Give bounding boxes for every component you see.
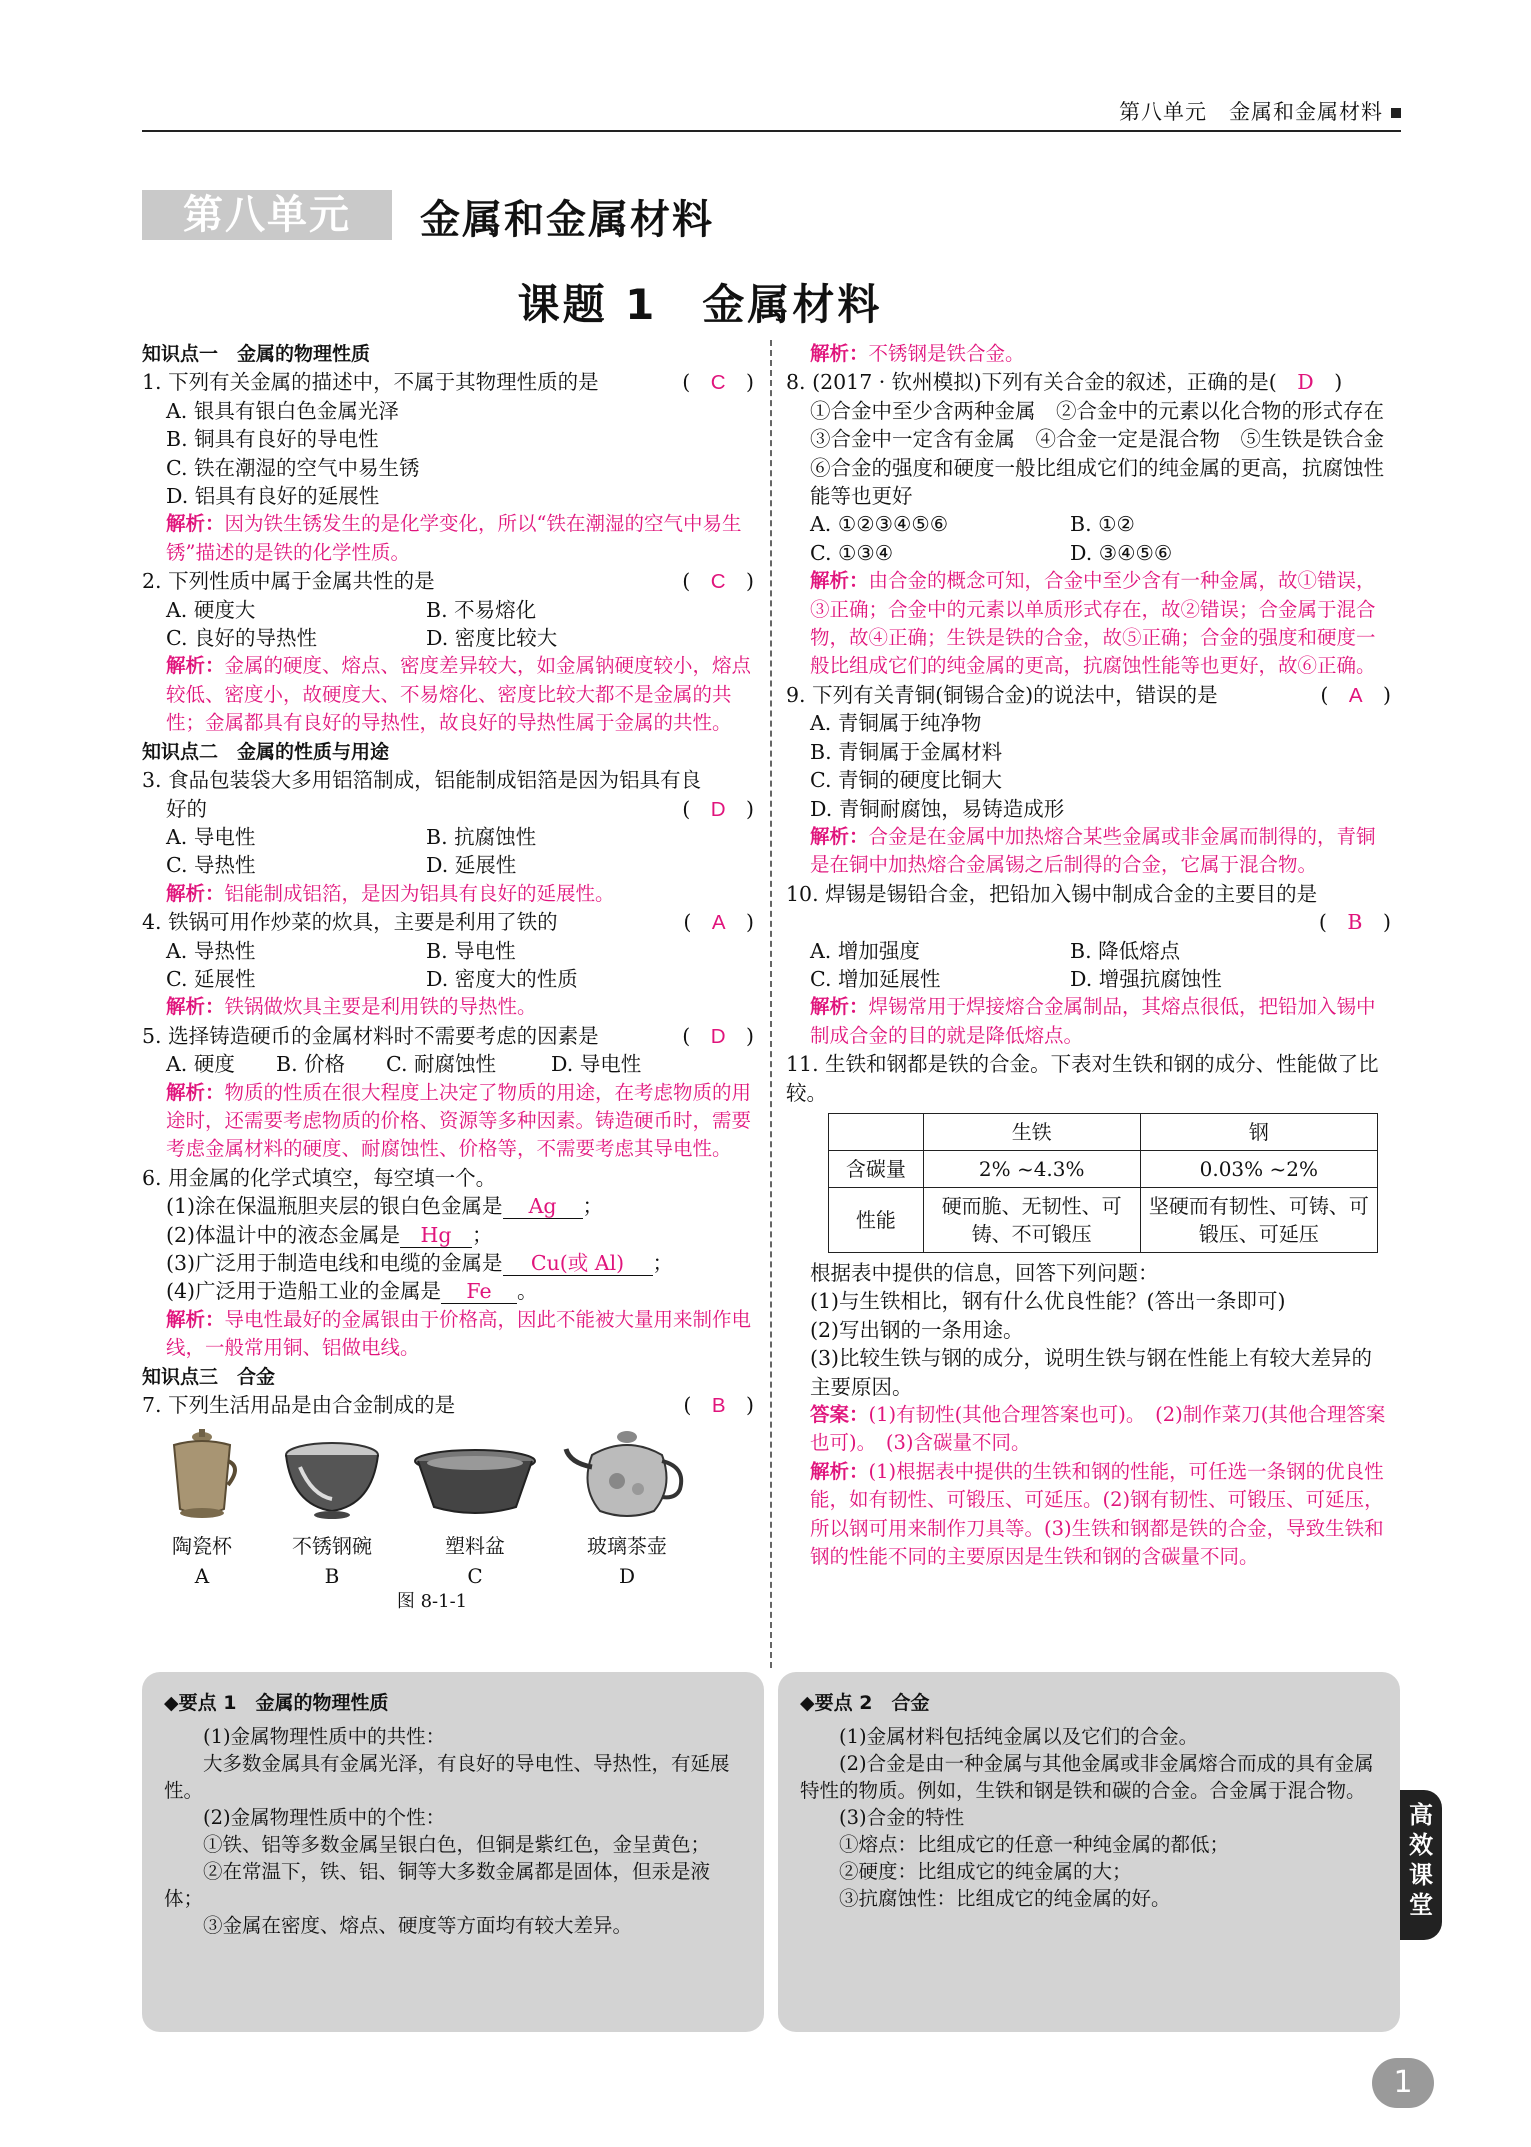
- question-stem: 1. 下列有关金属的描述中，不属于其物理性质的是: [142, 370, 599, 395]
- side-tab-text: 高 效 课 堂: [1409, 1801, 1433, 1919]
- options-row: C. 导热性 D. 延展性: [166, 853, 517, 878]
- sub-question: (1)与生铁相比，钢有什么优良性能？(答出一条即可): [810, 1289, 1286, 1314]
- options-row: C. 良好的导热性 D. 密度比较大: [166, 626, 558, 651]
- figure-item: 不锈钢碗 B: [282, 1439, 382, 1591]
- options-row: A. 导热性 B. 导电性: [166, 938, 516, 963]
- ceramic-cup-icon: [162, 1427, 242, 1523]
- unit-title: 金属和金属材料: [420, 197, 714, 243]
- question-2: [142, 567, 754, 595]
- option: A. 青铜属于纯净物: [810, 711, 982, 736]
- question-stem: 9. 下列有关青铜(铜锡合金)的说法中，错误的是: [786, 682, 1218, 707]
- answer-slot: ( D ): [682, 796, 754, 821]
- answer-slot: ( A ): [1320, 682, 1391, 707]
- plastic-basin-icon: [410, 1447, 540, 1523]
- fill-line: (2)体温计中的液态金属是 Hg ；: [166, 1222, 493, 1247]
- question-body: ①合金中至少含两种金属 ②合金中的元素以化合物的形式存在 ③合金中一定含有金属 ④合金一定是混合物 ⑤生铁是铁合金 ⑥合金的强度和硬度一般比组成它们的纯金属的更高，抗腐蚀性能等也更好: [810, 398, 1405, 509]
- answer-slot: ( D ): [682, 1023, 754, 1048]
- question-3: 3. 食品包装袋大多用铝箔制成，铝能制成铝箔是因为铝具有良 好的 ( D ): [142, 766, 754, 823]
- figure-caption: 图 8-1-1: [396, 1591, 468, 1613]
- question-stem: 10. 焊锡是锡铅合金，把铅加入锡中制成合金的主要目的是: [786, 881, 1318, 906]
- answer-value: D: [1297, 370, 1314, 395]
- answer-slot: ( C ): [682, 569, 754, 594]
- fill-line: (1)涂在保温瓶胆夹层的银白色金属是 Ag ；: [166, 1194, 604, 1219]
- explanation: 解析：(1)根据表中提供的生铁和钢的性能，可任选一条钢的优良性能，如有韧性、可锻压、可延压。(2)钢有韧性、可锻压、可延压，所以钢可用来制作刀具等。(3)生铁和钢都是铁的合金，导致生铁和钢的性能不同的主要原因是生铁和钢的含碳量不同。: [810, 1459, 1384, 1569]
- comparison-table: [828, 1113, 1378, 1253]
- sub-question: (2)写出钢的一条用途。: [810, 1317, 1024, 1342]
- explanation: 解析：因为铁生锈发生的是化学变化，所以“铁在潮湿的空气中易生锈”描述的是铁的化学性质。: [166, 512, 742, 564]
- fill-answer: Hg: [400, 1223, 472, 1248]
- glass-teapot-icon: [562, 1427, 692, 1523]
- answer-value: D: [710, 797, 726, 821]
- box-title: ◆要点 1 金属的物理性质: [164, 1692, 389, 1714]
- explanation: 解析：焊锡常用于焊接熔合金属制品，其熔点很低，把铅加入锡中制成合金的目的就是降低熔点。: [810, 995, 1376, 1047]
- option: A. 银具有银白色金属光泽: [166, 398, 399, 423]
- explanation: 解析：不锈钢是铁合金。: [810, 342, 1025, 365]
- fill-line: (3)广泛用于制造电线和电缆的金属是 Cu(或 Al) ；: [166, 1251, 674, 1275]
- question-7: [142, 1391, 754, 1419]
- header-square-icon: [1391, 108, 1401, 118]
- question-stem: 2. 下列性质中属于金属共性的是: [142, 569, 435, 594]
- right-column: [786, 340, 1405, 1571]
- options-row: C. 增加延展性 D. 增强抗腐蚀性: [810, 966, 1222, 991]
- key-point-box-1: ◆要点 1 金属的物理性质 (1)金属物理性质中的共性： 大多数金属具有金属光泽，有良好的导电性、导热性，有延展性。 (2)金属物理性质中的个性： ①铁、铝等多数金属呈银白色，但铜是紫红色，金呈黄色； ②在常温下，铁、铝、铜等大多数金属都是固体，但汞是液体； ③金属在密度、熔点、硬度等方面均有较大差异。: [142, 1672, 764, 2032]
- unit-label: 第八单元: [142, 190, 392, 240]
- figure-item: 玻璃茶壶 D: [562, 1427, 692, 1591]
- fill-answer: Fe: [441, 1279, 517, 1304]
- key-point-box-2: ◆要点 2 合金 (1)金属材料包括纯金属以及它们的合金。 (2)合金是由一种金属与其他金属或非金属熔合而成的具有金属特性的物质。例如，生铁和钢是铁和碳的合金。合金属于混合物。 (3)合金的特性 ①熔点：比组成它的任意一种纯金属的都低； ②硬度：比组成它的纯金属的大； ③抗腐蚀性：比组成它的纯金属的好。: [778, 1672, 1400, 2032]
- question-8: 8. (2017 · 钦州模拟)下列有关合金的叙述，正确的是( D ): [786, 370, 1343, 395]
- explanation: 解析：铁锅做炊具主要是利用铁的导热性。: [166, 995, 537, 1019]
- knowledge-point-3: 知识点三 合金: [142, 1365, 276, 1388]
- question-stem: 7. 下列生活用品是由合金制成的是: [142, 1393, 456, 1418]
- option: B. 青铜属于金属材料: [810, 739, 1003, 764]
- explanation: 解析：合金是在金属中加热熔合某些金属或非金属而制得的，青铜是在铜中加热熔合金属锡之后制得的合金，它属于混合物。: [810, 824, 1376, 877]
- option: D. 青铜耐腐蚀，易铸造成形: [810, 796, 1065, 821]
- figure-item: 塑料盆 C: [410, 1447, 540, 1591]
- options-row: A. 硬度 B. 价格 C. 耐腐蚀性 D. 导电性: [166, 1052, 642, 1077]
- options-row: C. 延展性 D. 密度大的性质: [166, 966, 578, 991]
- answer-slot: ( B ): [683, 1393, 754, 1418]
- options-row: C. ①③④ D. ③④⑤⑥: [810, 540, 1173, 565]
- side-tab: [1400, 1790, 1442, 1940]
- option: D. 铝具有良好的延展性: [166, 484, 380, 509]
- question-stem: 5. 选择铸造硬币的金属材料时不需要考虑的因素是: [142, 1023, 599, 1048]
- column-divider: [770, 340, 772, 1668]
- running-title: 第八单元 金属和金属材料: [1119, 100, 1383, 124]
- answer-value: D: [710, 1024, 726, 1048]
- question-5: [142, 1022, 754, 1050]
- question-10: [786, 880, 1391, 937]
- explanation: 解析：由合金的概念可知，合金中至少含有一种金属，故①错误，③正确；合金中的元素以单质形式存在，故②错误；合金属于混合物，故④正确；生铁是铁的合金，故⑤正确；合金的强度和硬度一般比组成它们的纯金属的更高，抗腐蚀性能等也更好，故⑥正确。: [810, 569, 1376, 678]
- steel-bowl-icon: [282, 1439, 382, 1523]
- answer-value: C: [710, 570, 726, 594]
- question-11-stem: 11. 生铁和钢都是铁的合金。下表对生铁和钢的成分、性能做了比较。: [786, 1052, 1379, 1105]
- answer-value: C: [710, 371, 726, 395]
- explanation: 解析：金属的硬度、熔点、密度差异较大，如金属钠硬度较小，熔点较低、密度小，故硬度大、不易熔化、密度比较大都不是金属的共性；金属都具有良好的导热性，故良好的导热性属于金属的共性。: [166, 654, 752, 735]
- answer-value: B: [1347, 910, 1363, 935]
- answer-slot: ( A ): [683, 910, 754, 935]
- table-row: 含碳量 2% ~4.3% 0.03% ~2%: [829, 1150, 1378, 1187]
- question-1: [142, 368, 754, 396]
- question-stem: 4. 铁锅可用作炒菜的炊具，主要是利用了铁的: [142, 910, 558, 935]
- explanation: 解析：物质的性质在很大程度上决定了物质的用途，在考虑物质的用途时，还需要考虑物质的价格、资源等多种因素。铸造硬币时，需要考虑金属材料的硬度、耐腐蚀性、价格等，不需要考虑其导电性。: [166, 1080, 752, 1161]
- option: B. 铜具有良好的导电性: [166, 427, 379, 452]
- box-title: ◆要点 2 合金: [800, 1692, 930, 1714]
- running-header: [142, 96, 1401, 132]
- fill-line: (4)广泛用于造船工业的金属是 Fe 。: [166, 1279, 538, 1304]
- answer-value: B: [711, 1394, 726, 1418]
- option: C. 铁在潮湿的空气中易生锈: [166, 455, 420, 480]
- question-lead: 根据表中提供的信息，回答下列问题：: [810, 1260, 1159, 1285]
- question-stem: 3. 食品包装袋大多用铝箔制成，铝能制成铝箔是因为铝具有良: [142, 768, 702, 793]
- lesson-title: 课题 1 金属材料: [517, 280, 883, 329]
- sub-question: (3)比较生铁与钢的成分，说明生铁与钢在性能上有较大差异的主要原因。: [810, 1346, 1373, 1399]
- explanation: 解析：导电性最好的金属银由于价格高，因此不能被大量用来制作电线，一般常用铜、铝做电线。: [166, 1307, 752, 1360]
- answer-value: A: [1348, 683, 1363, 707]
- knowledge-point-2: 知识点二 金属的性质与用途: [142, 740, 390, 763]
- fill-answer: Ag: [503, 1194, 583, 1219]
- figure-item: 陶瓷杯 A: [162, 1427, 242, 1591]
- options-row: A. 导电性 B. 抗腐蚀性: [166, 824, 537, 849]
- left-column: [142, 340, 754, 1617]
- question-4: [142, 908, 754, 936]
- options-row: A. ①②③④⑤⑥ B. ①②: [810, 512, 1135, 537]
- answer-slot: ( C ): [682, 370, 754, 395]
- table-row: 性能 硬而脆、无韧性、可铸、不可锻压 坚硬而有韧性、可铸、可锻压、可延压: [829, 1187, 1378, 1252]
- answer-value: A: [711, 911, 726, 935]
- answer-text: 答案：(1)有韧性(其他合理答案也可)。 (2)制作菜刀(其他合理答案也可)。 (3)含碳量不同。: [810, 1403, 1386, 1455]
- explanation: 解析：铝能制成铝箔，是因为铝具有良好的延展性。: [166, 881, 615, 905]
- option: C. 青铜的硬度比铜大: [810, 768, 1002, 793]
- fill-answer: Cu(或 Al): [503, 1251, 653, 1276]
- page-number: 1: [1372, 2058, 1434, 2108]
- figure-8-1-1: [142, 1427, 754, 1617]
- options-row: A. 硬度大 B. 不易熔化: [166, 597, 537, 622]
- question-6-stem: 6. 用金属的化学式填空，每空填一个。: [142, 1165, 497, 1190]
- question-stem: 8. (2017 · 钦州模拟)下列有关合金的叙述，正确的是: [786, 370, 1269, 395]
- knowledge-point-1: 知识点一 金属的物理性质: [142, 343, 371, 365]
- question-9: [786, 681, 1391, 709]
- options-row: A. 增加强度 B. 降低熔点: [810, 938, 1181, 963]
- table-header-row: 生铁 钢: [829, 1113, 1378, 1150]
- answer-slot: ( B ): [1318, 910, 1391, 935]
